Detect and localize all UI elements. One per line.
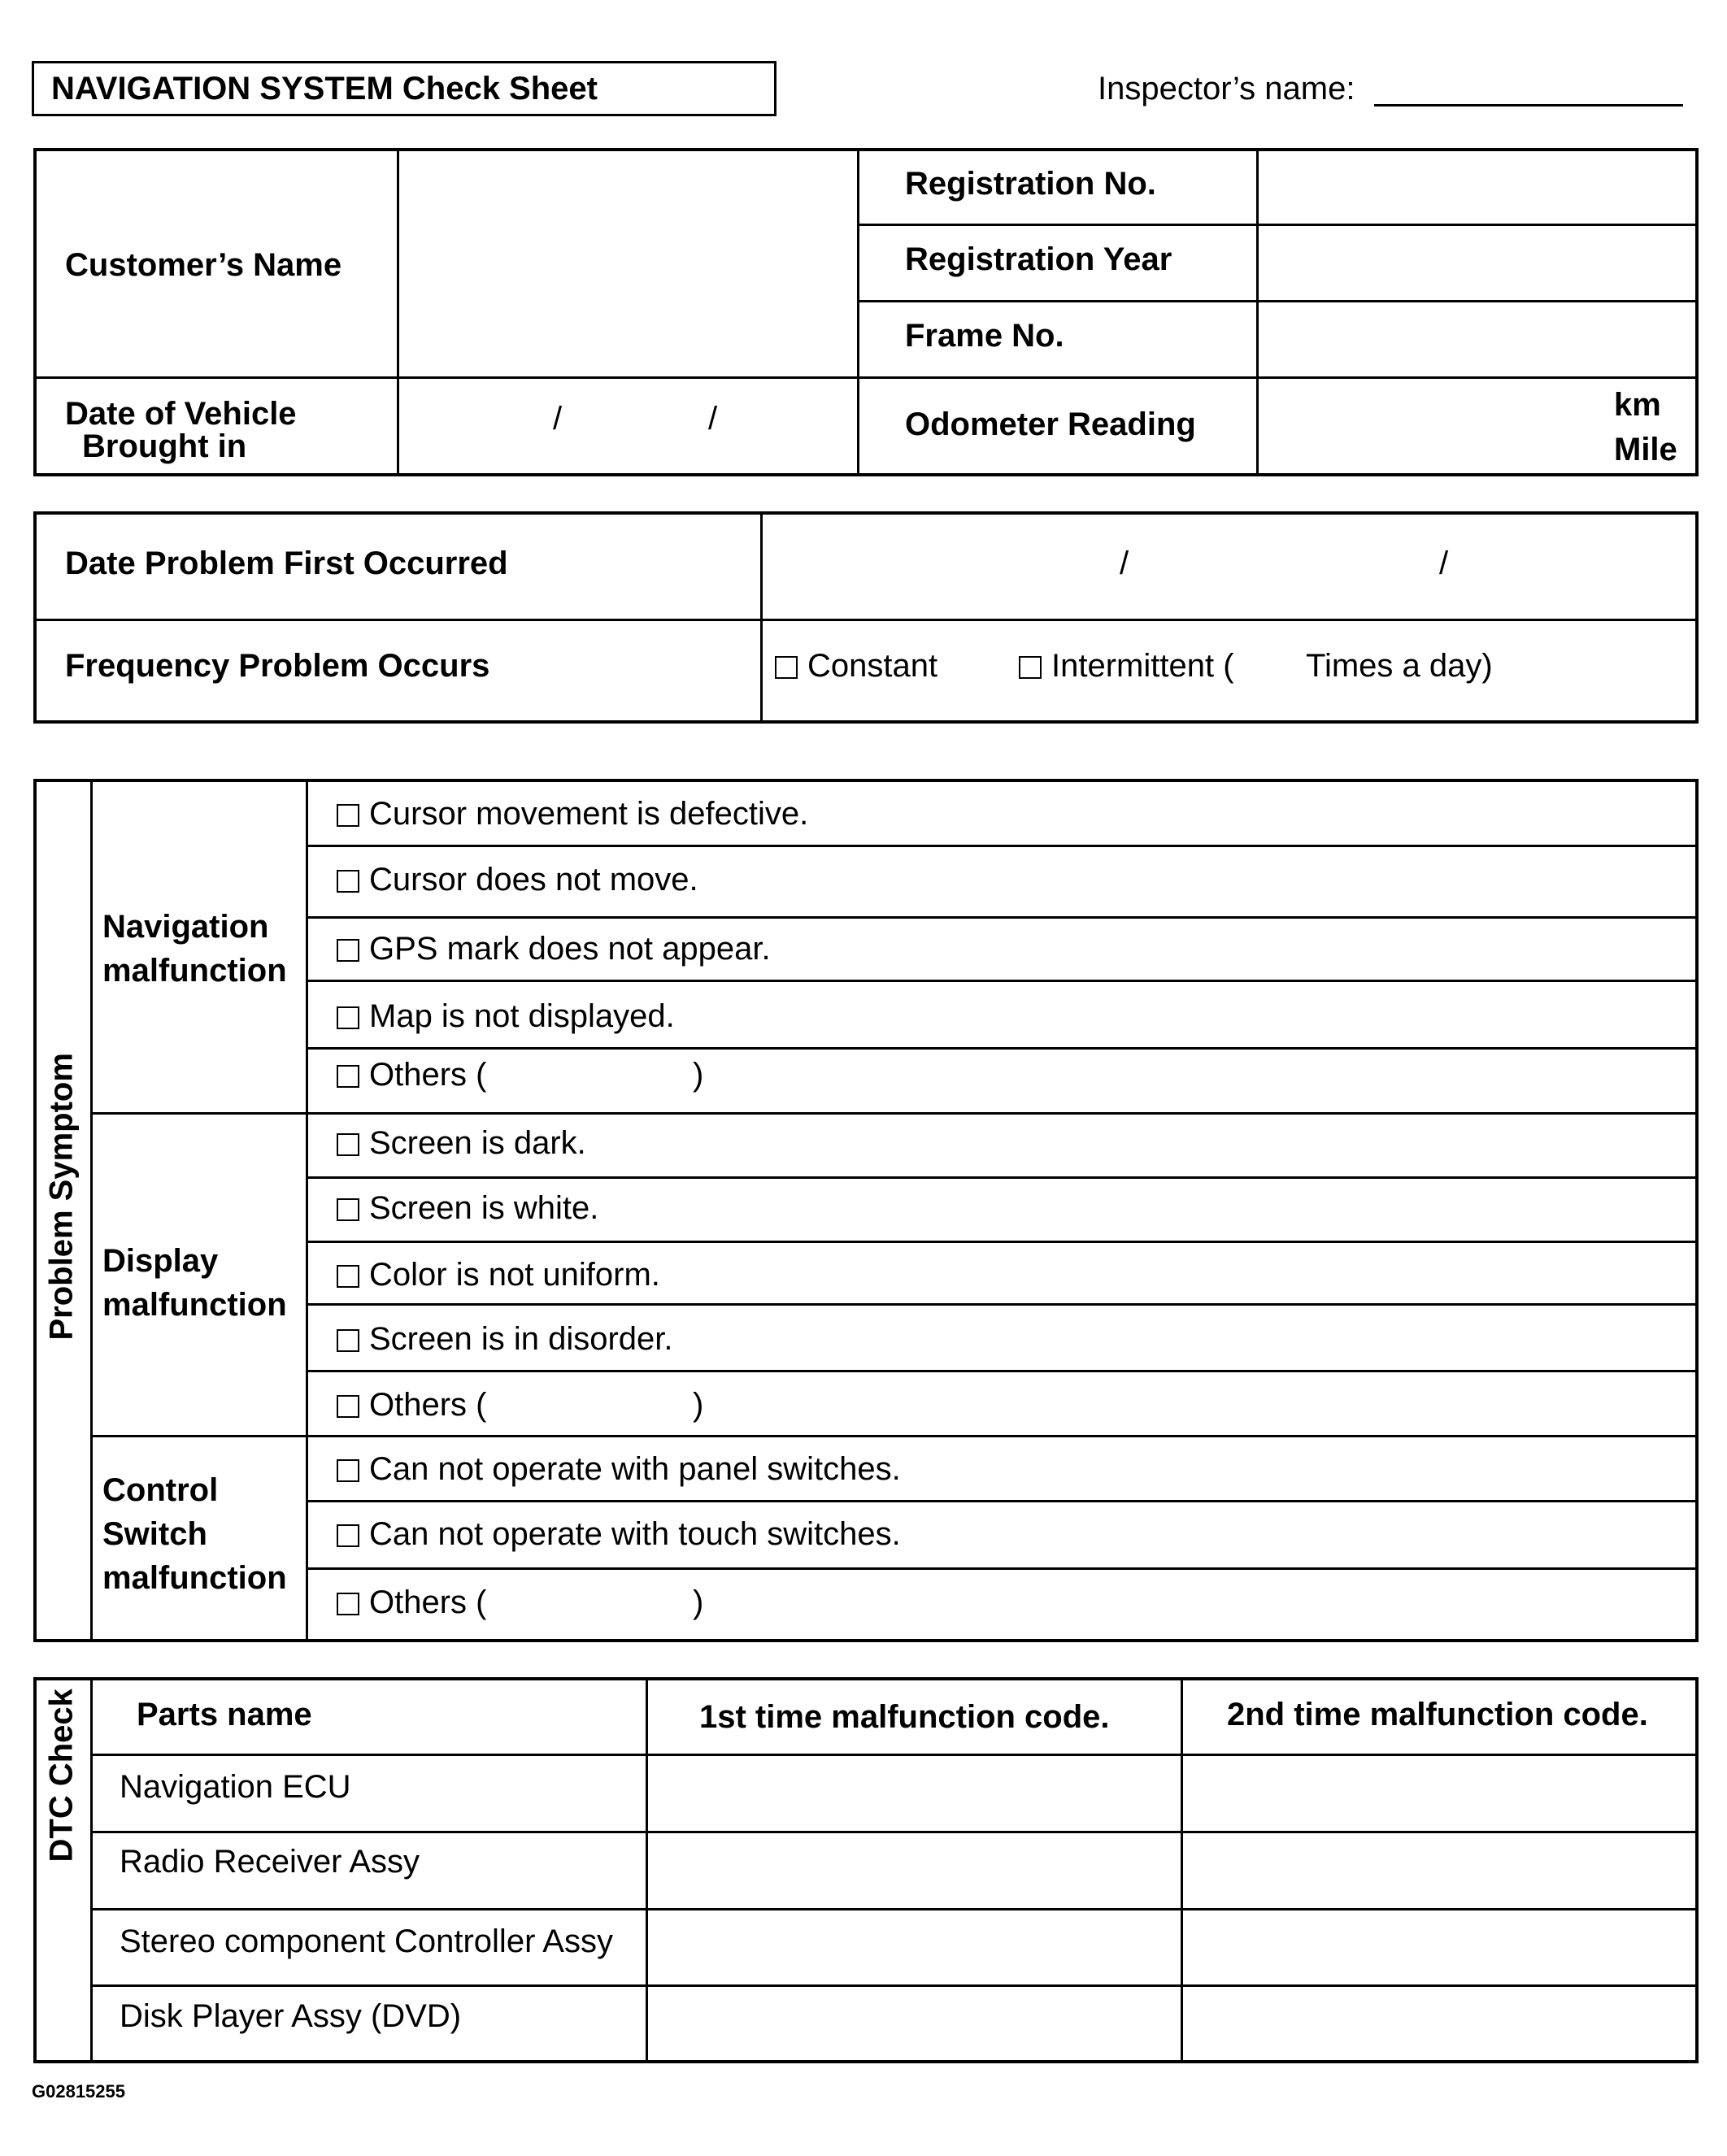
others-close-paren: )	[693, 1387, 704, 1423]
symptom-item-others[interactable]	[337, 1584, 486, 1621]
odometer-label: Odometer Reading	[905, 406, 1196, 442]
divider	[306, 1303, 1699, 1306]
dtc-code-cell[interactable]	[1184, 1988, 1695, 2060]
customer-name-label: Customer’s Name	[65, 247, 342, 283]
dtc-code-cell[interactable]	[1184, 1834, 1695, 1906]
intermittent-option[interactable]	[1019, 647, 1234, 685]
symptom-item-label: Others (	[369, 1057, 487, 1093]
divider	[306, 980, 1699, 982]
divider	[306, 1370, 1699, 1372]
group-label-line: Control	[102, 1472, 219, 1508]
checkbox-icon[interactable]	[337, 1593, 359, 1615]
symptom-item[interactable]	[337, 861, 698, 898]
symptom-item[interactable]	[337, 1320, 673, 1358]
symptom-item-label: GPS mark does not appear.	[369, 931, 771, 967]
checkbox-icon[interactable]	[337, 1198, 359, 1221]
symptom-item-label: Cursor movement is defective.	[369, 796, 809, 832]
divider	[857, 300, 1699, 302]
symptom-item-label: Color is not uniform.	[369, 1257, 660, 1293]
display-malfunction-label	[102, 1239, 287, 1327]
dtc-code-cell[interactable]	[649, 1757, 1177, 1829]
symptom-item-label: Screen is white.	[369, 1190, 599, 1226]
symptom-item-label: Screen is dark.	[369, 1125, 586, 1161]
divider	[306, 779, 308, 1642]
checkbox-icon[interactable]	[775, 656, 798, 679]
checkbox-icon[interactable]	[337, 1459, 359, 1482]
symptom-item[interactable]	[337, 795, 808, 832]
checkbox-icon[interactable]	[337, 804, 359, 827]
divider	[90, 1677, 93, 2063]
group-label-line: Display	[102, 1243, 219, 1279]
table-row-part-name: Stereo component Controller Assy	[120, 1923, 613, 1959]
group-label-line: Navigation	[102, 909, 269, 945]
table-row-part-name: Navigation ECU	[120, 1769, 351, 1805]
date-separator: /	[1439, 546, 1449, 581]
checkbox-icon[interactable]	[337, 1065, 359, 1088]
checkbox-icon[interactable]	[337, 1133, 359, 1156]
symptom-item-label: Cursor does not move.	[369, 862, 698, 898]
checkbox-icon[interactable]	[337, 1006, 359, 1029]
divider	[306, 1047, 1699, 1050]
divider	[90, 1908, 1699, 1910]
divider	[306, 845, 1699, 847]
frame-no-field[interactable]	[1259, 303, 1695, 375]
first-occurred-label: Date Problem First Occurred	[65, 546, 508, 581]
column-header-parts-name: Parts name	[137, 1697, 312, 1732]
frequency-label: Frequency Problem Occurs	[65, 648, 490, 684]
date-separator: /	[553, 401, 563, 437]
problem-symptom-side-label: Problem Symptom	[43, 1053, 80, 1341]
divider	[90, 1984, 1699, 1987]
divider	[397, 148, 399, 476]
times-a-day-label: Times a day)	[1306, 648, 1493, 684]
dtc-code-cell[interactable]	[649, 1834, 1177, 1906]
column-header-1st-code: 1st time malfunction code.	[699, 1699, 1110, 1735]
date-separator: /	[708, 401, 718, 437]
dtc-code-cell[interactable]	[649, 1911, 1177, 1983]
symptom-item-label: Can not operate with panel switches.	[369, 1451, 901, 1487]
symptom-item[interactable]	[337, 1515, 901, 1553]
dtc-check-side-label: DTC Check	[43, 1689, 80, 1863]
registration-year-label: Registration Year	[905, 241, 1172, 277]
dtc-code-cell[interactable]	[1184, 1911, 1695, 1983]
divider	[646, 1677, 648, 2063]
date-separator: /	[1120, 546, 1129, 581]
divider	[90, 779, 93, 1642]
inspector-name-label: Inspector’s name:	[1098, 71, 1355, 106]
dtc-code-cell[interactable]	[649, 1988, 1177, 2060]
navigation-malfunction-label	[102, 905, 287, 993]
customer-name-field[interactable]	[400, 151, 854, 375]
registration-no-field[interactable]	[1259, 151, 1695, 223]
control-switch-malfunction-label	[102, 1468, 287, 1600]
divider	[857, 224, 1699, 226]
frame-no-label: Frame No.	[905, 318, 1064, 354]
divider	[90, 1831, 1699, 1833]
symptom-item-label: Map is not displayed.	[369, 998, 675, 1034]
unit-mile: Mile	[1614, 432, 1677, 467]
divider	[760, 511, 763, 724]
divider	[33, 619, 1699, 621]
symptom-item-others[interactable]	[337, 1056, 486, 1093]
divider	[306, 1241, 1699, 1243]
checkbox-icon[interactable]	[337, 1329, 359, 1352]
divider	[306, 1176, 1699, 1179]
symptom-item[interactable]	[337, 1124, 586, 1162]
divider	[306, 916, 1699, 919]
checkbox-icon[interactable]	[1019, 656, 1042, 679]
registration-no-label: Registration No.	[905, 166, 1156, 202]
checkbox-icon[interactable]	[337, 1265, 359, 1288]
symptom-item[interactable]	[337, 1256, 660, 1293]
divider	[306, 1500, 1699, 1502]
divider	[90, 1112, 1699, 1115]
symptom-item[interactable]	[337, 1450, 901, 1488]
date-brought-in-field[interactable]	[400, 380, 854, 473]
inspector-name-field[interactable]	[1374, 104, 1683, 106]
table-row-part-name: Radio Receiver Assy	[120, 1844, 420, 1880]
column-header-2nd-code: 2nd time malfunction code.	[1227, 1697, 1648, 1732]
group-label-line: malfunction	[102, 1560, 287, 1596]
registration-year-field[interactable]	[1259, 227, 1695, 298]
constant-option[interactable]	[775, 647, 937, 685]
divider	[90, 1435, 1699, 1437]
group-label-line: malfunction	[102, 953, 287, 989]
sheet-title: NAVIGATION SYSTEM Check Sheet	[51, 71, 598, 106]
symptom-item-label: Others (	[369, 1387, 487, 1423]
group-label-line: Switch	[102, 1516, 207, 1552]
divider	[33, 376, 1699, 379]
group-label-line: malfunction	[102, 1287, 287, 1323]
checkbox-icon[interactable]	[337, 1395, 359, 1418]
checkbox-icon[interactable]	[337, 1524, 359, 1547]
divider	[306, 1567, 1699, 1570]
checkbox-icon[interactable]	[337, 939, 359, 962]
divider	[90, 1754, 1699, 1756]
date-brought-in-label-line2: Brought in	[82, 428, 247, 464]
first-occurred-field[interactable]	[763, 515, 1695, 617]
symptom-item-label: Screen is in disorder.	[369, 1321, 673, 1357]
symptom-item[interactable]	[337, 1189, 598, 1227]
intermittent-label: Intermittent (	[1051, 648, 1234, 684]
divider	[1181, 1677, 1183, 2063]
others-close-paren: )	[693, 1057, 704, 1093]
divider	[1256, 148, 1259, 476]
symptom-item-label: Others (	[369, 1584, 487, 1620]
divider	[857, 148, 859, 476]
date-brought-in-label-line1: Date of Vehicle	[65, 396, 297, 432]
others-close-paren: )	[693, 1584, 704, 1620]
figure-code: G02815255	[32, 2081, 125, 2102]
table-row-part-name: Disk Player Assy (DVD)	[120, 1998, 462, 2034]
symptom-item[interactable]	[337, 930, 771, 967]
checkbox-icon[interactable]	[337, 870, 359, 893]
symptom-item[interactable]	[337, 998, 675, 1035]
dtc-code-cell[interactable]	[1184, 1757, 1695, 1829]
unit-km: km	[1614, 387, 1661, 423]
odometer-field[interactable]	[1259, 380, 1601, 473]
symptom-item-label: Can not operate with touch switches.	[369, 1516, 901, 1552]
constant-label: Constant	[807, 648, 938, 684]
symptom-item-others[interactable]	[337, 1386, 486, 1424]
